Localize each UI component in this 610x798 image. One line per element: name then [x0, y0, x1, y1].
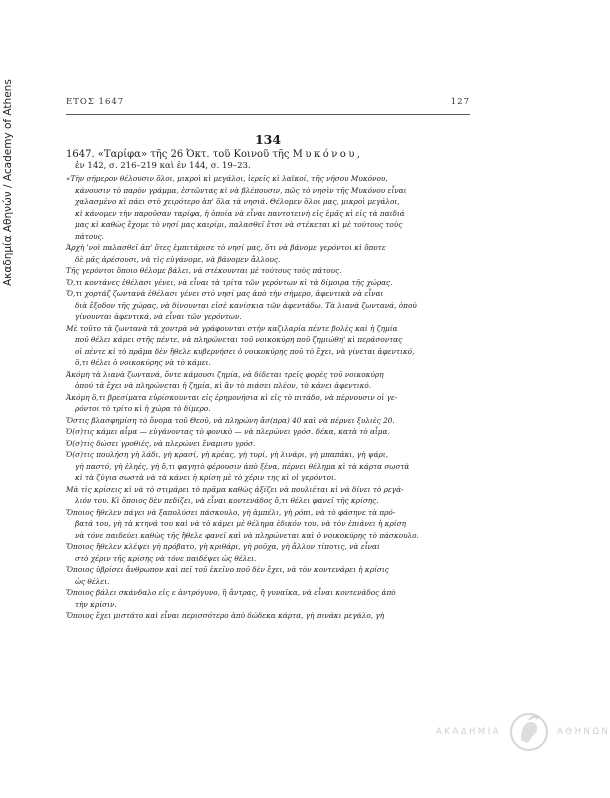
text-line: κὶ κάνομεν τὴν παροῦσαν ταρίφα, ἡ ὁποία νὰ εἶναι παντοτεινὴ εἰς ἐμᾶς κὶ εἰς τὰ παιδιά	[75, 208, 405, 218]
text-line: τὴν κρίσιν.	[75, 599, 117, 609]
text-line: Ὅποιος ὑβρίσει ἄνθρωπον καὶ πεῖ τοῦ ἐκεῖνο ποῦ δὲν ἔχει, νὰ τὸν κοντενάρει ἡ κρίσις	[66, 565, 389, 574]
document-title-place: Μυκόνου,	[292, 149, 363, 160]
watermark-text-left: ΑΚΑΔΗΜΙΑ	[436, 727, 502, 737]
text-line: «Τὴν σήμερον θέλουσιν ὅλοι, μικροὶ κὶ μεγάλοι, ἱερεῖς κὶ λαϊκοί, τῆς νήσου Μυκόνου,	[66, 174, 388, 183]
text-line: Μὰ τὶς κρίσεις κὶ νὰ τὸ στιμάρει τὸ πρᾶμα καθὼς ἀξίζει νὰ πουλιέται κὶ νὰ δίνει τὸ ρεγά-	[66, 484, 404, 494]
document-body	[66, 173, 470, 622]
text-line: Ὅποιος ἤθελεν πάγει νὰ ξαπολύσει πάσκουλο, γὴ ἀμπέλι, γὴ ρόπι, νὰ τὸ φάσηνε τὰ πρό-	[66, 507, 396, 517]
page-number: 127	[450, 97, 470, 107]
text-line: Ὅποιος ἔχει μιστάτο καὶ εἶναι περισσότερο ἀπὸ δώδεκα κάρτα, γὴ πινάκι μεγάλο, γὴ	[66, 611, 385, 620]
text-line: κὶ τὰ ζύγια σωστὰ νὰ τὰ κάνει ἡ κρίση μὲ τὸ χέριν της κὶ οἱ γερόντοι.	[75, 473, 337, 482]
text-line: Ὅ,τι κοντάνες ἐθέλασι γένει, νὰ εἶναι τὰ τρίτα τῶν γερόντων κὶ τὰ δίμοιρα τῆς χώρας.	[66, 277, 393, 287]
text-line: ὅ,τι θέλει ὁ νοικοκύρης νὰ τὸ κάμει.	[75, 358, 211, 367]
text-line: στὸ χέριν τῆς κρίσης νὰ τόνε παιδέψει ὡς θέλει.	[75, 553, 257, 563]
text-line: οἱ πέντε κὶ τὸ πρᾶμα δὲν ἤθελε κυβερνήσει ὁ νοικοκύρης ποῦ τὸ ἔχει, νὰ γίνεται ἀφεντικό,	[75, 346, 415, 356]
academy-watermark	[436, 712, 610, 752]
athena-seal-icon	[509, 712, 549, 752]
text-line: δὲ μᾶς ἀρέσουσι, νὰ τὶς εὐγάνομε, νὰ βάνομεν ἄλλους.	[75, 254, 281, 264]
text-line: Μὲ τοῦτο τὰ ζωντανὰ τὰ χοντρὰ νὰ γράφουνται στὴν καζιλαρία πέντε βολὲς καὶ ἡ ζημία	[66, 323, 398, 333]
text-line: Ὅστις βλασφημίση τὸ ὄνομα τοῦ Θεοῦ, νὰ πληρώνη ἄσ(πρα) 40 καὶ νὰ πέρνει ξυλιὲς 20.	[66, 415, 395, 425]
text-line: Ἀκόμη ὅ,τι βρεσίματα εὑρίσκουνται εἰς ἐρημονήσια κὶ εἰς τὸ πιτάδο, νὰ πέρνουσιν οἱ γε-	[66, 392, 398, 402]
text-line: Ὅ,τι χορτάζ ζωντανὰ ἐθέλασι γένει στὸ νησί μας ἀπὸ τὴν σήμερο, ἀφεντικὰ νὰ εἶναι	[66, 289, 384, 298]
text-line: ρόντοι τὸ τρίτο κὶ ἡ χώρα τὸ δίμερο.	[75, 404, 211, 413]
document-page	[66, 97, 470, 622]
text-line: Ὅποιος βάλει σκάνδαλο εἰς ε ἀντρόγυνο, ἢ ἄντρας, ἢ γυναῖκα, νὰ εἶναι κοντενάδος ἀπὸ	[66, 588, 396, 597]
document-number: 134	[254, 132, 282, 147]
watermark-text-right: ΑΘΗΝΩΝ	[557, 727, 610, 737]
text-line: λιόν του. Κὶ ὅποιος δὲν πεδίζει, νὰ εἶναι κοντενάδος ὅ,τι θέλει φανεῖ τῆς κρίσης.	[75, 496, 379, 505]
text-line: γὴ παστό, γὴ ἐληές, γὴ ὅ,τι φαγητὸ φέρουσιν ἀπὸ ξένα, πέρνει θέλημα κὶ τὰ κάρτα σωστὰ	[75, 461, 410, 471]
text-line: Ὁ(σ)τις πουλήση γὴ λάδι, γὴ κρασί, γὴ κρέας, γὴ τυρί, γὴ λινάρι, γὴ μπαπάκι, γὴ ψάρι,	[66, 450, 388, 459]
header-rule	[66, 114, 470, 115]
text-line: διὰ ἔξοδον τῆς χώρας, νὰ δίνουνται εἰσὲ κανίσκια τῶν ἀφεντάδω. Τὰ λιανὰ ζωντανά, ὁπού	[75, 300, 417, 310]
text-line: ὁπού τὰ ἔχει νὰ πληρώνεται ἡ ζημία, κὶ ἂν τὸ πιάσει πλέον, τὸ κάνει ἀφεντικό.	[75, 381, 372, 390]
text-line: κάνουσιν τὸ παρὸν γράμμα, ἐστῶντας κὶ νὰ βλέπουσιν, πῶς τὸ νησὶν τῆς Μυκόνου εἶναι	[75, 185, 407, 195]
document-title	[66, 149, 470, 161]
text-line: Τῆς γερόντοι ὅποιο θέλομε βάλει, νὰ στέκουνται μὲ τούτους τοὺς πάτους.	[66, 266, 342, 275]
text-line: πάτους.	[75, 231, 104, 241]
text-line: Ὅποιος ἤθελεν κλέψει γὴ πρόβατο, γὴ κριθάρι, γὴ ροῦχα, γὴ ἄλλον τίποτις, νὰ εἶναι	[66, 542, 380, 551]
text-line: χαλασμένο κὶ πάει στὸ χειρότερο ἀπ' ὅλα τὰ νησιά. Θέλομεν ὅλοι μας, μικροὶ μεγάλοι,	[75, 197, 400, 206]
text-line: βατά του, γὴ τὰ κτηνά του καὶ νὰ τὸ κάμει μὲ θέλημα ἐδικόν του, νὰ τὸν ἐπιάνει ἡ κρίση	[75, 519, 406, 528]
running-header	[66, 97, 470, 107]
text-line: Ὁ(σ)τις κάμει αἷμα — εὑγάνοντας τὸ φονικὸ — νὰ πλερώνει γρόσ. δέκα, κατὰ τὸ αἷμα.	[66, 427, 390, 436]
document-title-main: 1647. «Ταρίφα» τῆς 26 Ὀκτ. τοῦ Κοινοῦ τῆς	[66, 149, 290, 160]
text-line: Ἀρχὴ 'νοὶ παλασθεῖ ἀπ' ὅτες ἐμπιτάρισε τὸ νησί μας, ὅτι νὰ βάνομε γερόντοι κὶ ὅποτε	[66, 243, 386, 252]
source-reference: ἐν 142, σ. 216–219 καὶ ἐν 144, σ. 19–23.	[75, 161, 251, 171]
text-line: μας κὶ καθὼς ἔχομε τὸ νησί μας καιρίμι, παλασθεῖ ἔτσι νὰ στέκεται κὶ μὲ τούτους τοὺς	[75, 220, 403, 229]
text-line: Ὁ(σ)τις δώσει γροθιές, νὰ πλερώνει ἕναμισυ γρόσ.	[66, 438, 256, 448]
text-line: νὰ τόνε παιδεύει καθὼς τῆς ἤθελε φανεῖ καὶ νὰ πληρώνεται καὶ ὁ νοικοκύρης τὸ πάσκουλο.	[75, 530, 419, 540]
running-header-year: ΕΤΟΣ 1647	[66, 97, 125, 107]
archive-side-label-text: Ακαδημία Αθηνών / Academy of Athens	[2, 79, 14, 286]
archive-side-label	[2, 36, 16, 286]
text-line: ὡς θέλει.	[75, 576, 110, 586]
text-line: Ἀκόμη τὰ λιανὰ ζωντανά, ὄντε κάμουσι ζημία, νὰ δίδεται τρεῖς φορὲς τοῦ νοικοκύρη	[66, 369, 384, 379]
text-line: ποῦ θέλει κάμει στῆς πέντε, νὰ πληρώνεται τοῦ νοικοκύρη ποῦ ζημιώθη' κὶ περάσοντας	[75, 335, 403, 344]
text-line: γίνουνται ἀφεντικά, νὰ εἶναι τῶν γερόντων.	[75, 312, 242, 321]
